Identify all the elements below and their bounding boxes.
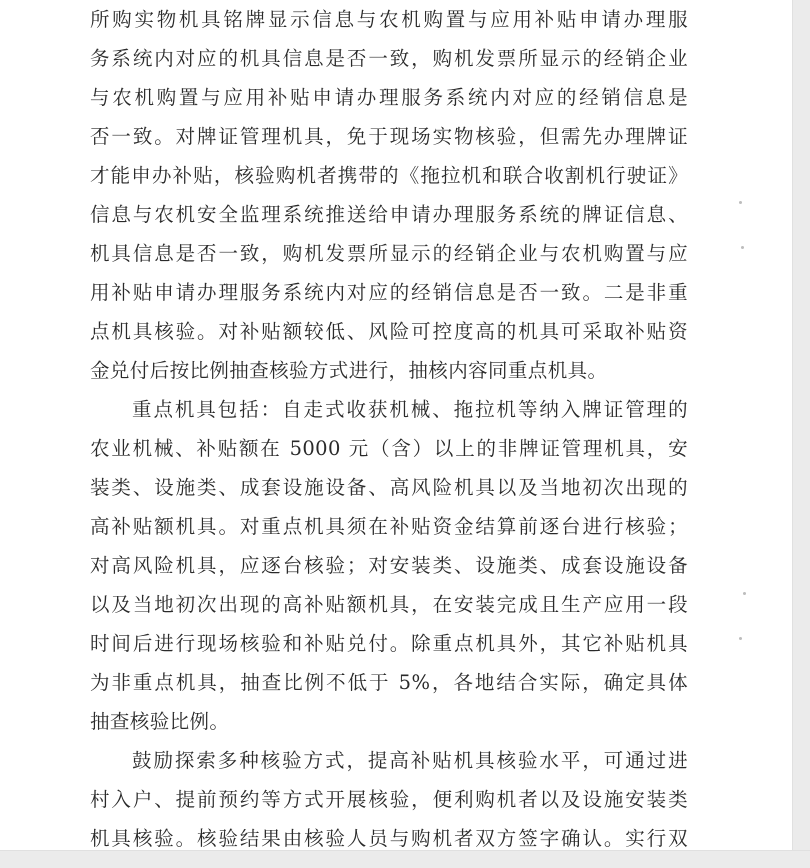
text-line: 时间后进行现场核验和补贴兑付。除重点机具外，其它补贴机具	[90, 632, 688, 655]
text-line: 农业机械、补贴额在 5000 元（含）以上的非牌证管理机具，安	[90, 437, 688, 460]
scan-speck	[741, 246, 744, 249]
text-line: 所购实物机具铭牌显示信息与农机购置与应用补贴申请办理服	[90, 8, 688, 31]
text-line: 鼓励探索多种核验方式，提高补贴机具核验水平，可通过进	[132, 749, 688, 772]
text-line: 点机具核验。对补贴额较低、风险可控度高的机具可采取补贴资	[90, 320, 688, 343]
horizontal-scrollbar[interactable]	[0, 850, 810, 868]
text-line: 否一致。对牌证管理机具，免于现场实物核验，但需先办理牌证	[90, 125, 688, 148]
text-line: 信息与农机安全监理系统推送给申请办理服务系统的牌证信息、	[90, 203, 688, 226]
text-line: 以及当地初次出现的高补贴额机具，在安装完成且生产应用一段	[90, 593, 688, 616]
text-line: 高补贴额机具。对重点机具须在补贴资金结算前逐台进行核验；	[90, 515, 688, 538]
text-line: 务系统内对应的机具信息是否一致，购机发票所显示的经销企业	[90, 47, 688, 70]
text-line: 与农机购置与应用补贴申请办理服务系统内对应的经销信息是	[90, 86, 688, 109]
text-line: 机具信息是否一致，购机发票所显示的经销企业与农机购置与应	[90, 242, 688, 265]
text-line: 机具核验。核验结果由核验人员与购机者双方签字确认。实行双	[90, 827, 688, 850]
text-line: 抽查核验比例。	[90, 710, 230, 733]
text-line: 重点机具包括：自走式收获机械、拖拉机等纳入牌证管理的	[132, 398, 688, 421]
text-line: 才能申办补贴，核验购机者携带的《拖拉机和联合收割机行驶证》	[90, 164, 688, 187]
document-body	[90, 0, 688, 850]
text-line: 用补贴申请办理服务系统内对应的经销信息是否一致。二是非重	[90, 281, 688, 304]
text-line: 为非重点机具，抽查比例不低于 5%，各地结合实际，确定具体	[90, 671, 688, 694]
scan-speck	[739, 201, 742, 204]
text-line: 金兑付后按比例抽查核验方式进行，抽核内容同重点机具。	[90, 359, 608, 382]
scan-speck	[739, 637, 742, 640]
scan-speck	[743, 592, 746, 595]
vertical-scrollbar[interactable]	[792, 0, 810, 850]
text-line: 装类、设施类、成套设施设备、高风险机具以及当地初次出现的	[90, 476, 688, 499]
text-line: 对高风险机具，应逐台核验；对安装类、设施类、成套设施设备	[90, 554, 688, 577]
text-line: 村入户、提前预约等方式开展核验，便利购机者以及设施安装类	[90, 788, 688, 811]
